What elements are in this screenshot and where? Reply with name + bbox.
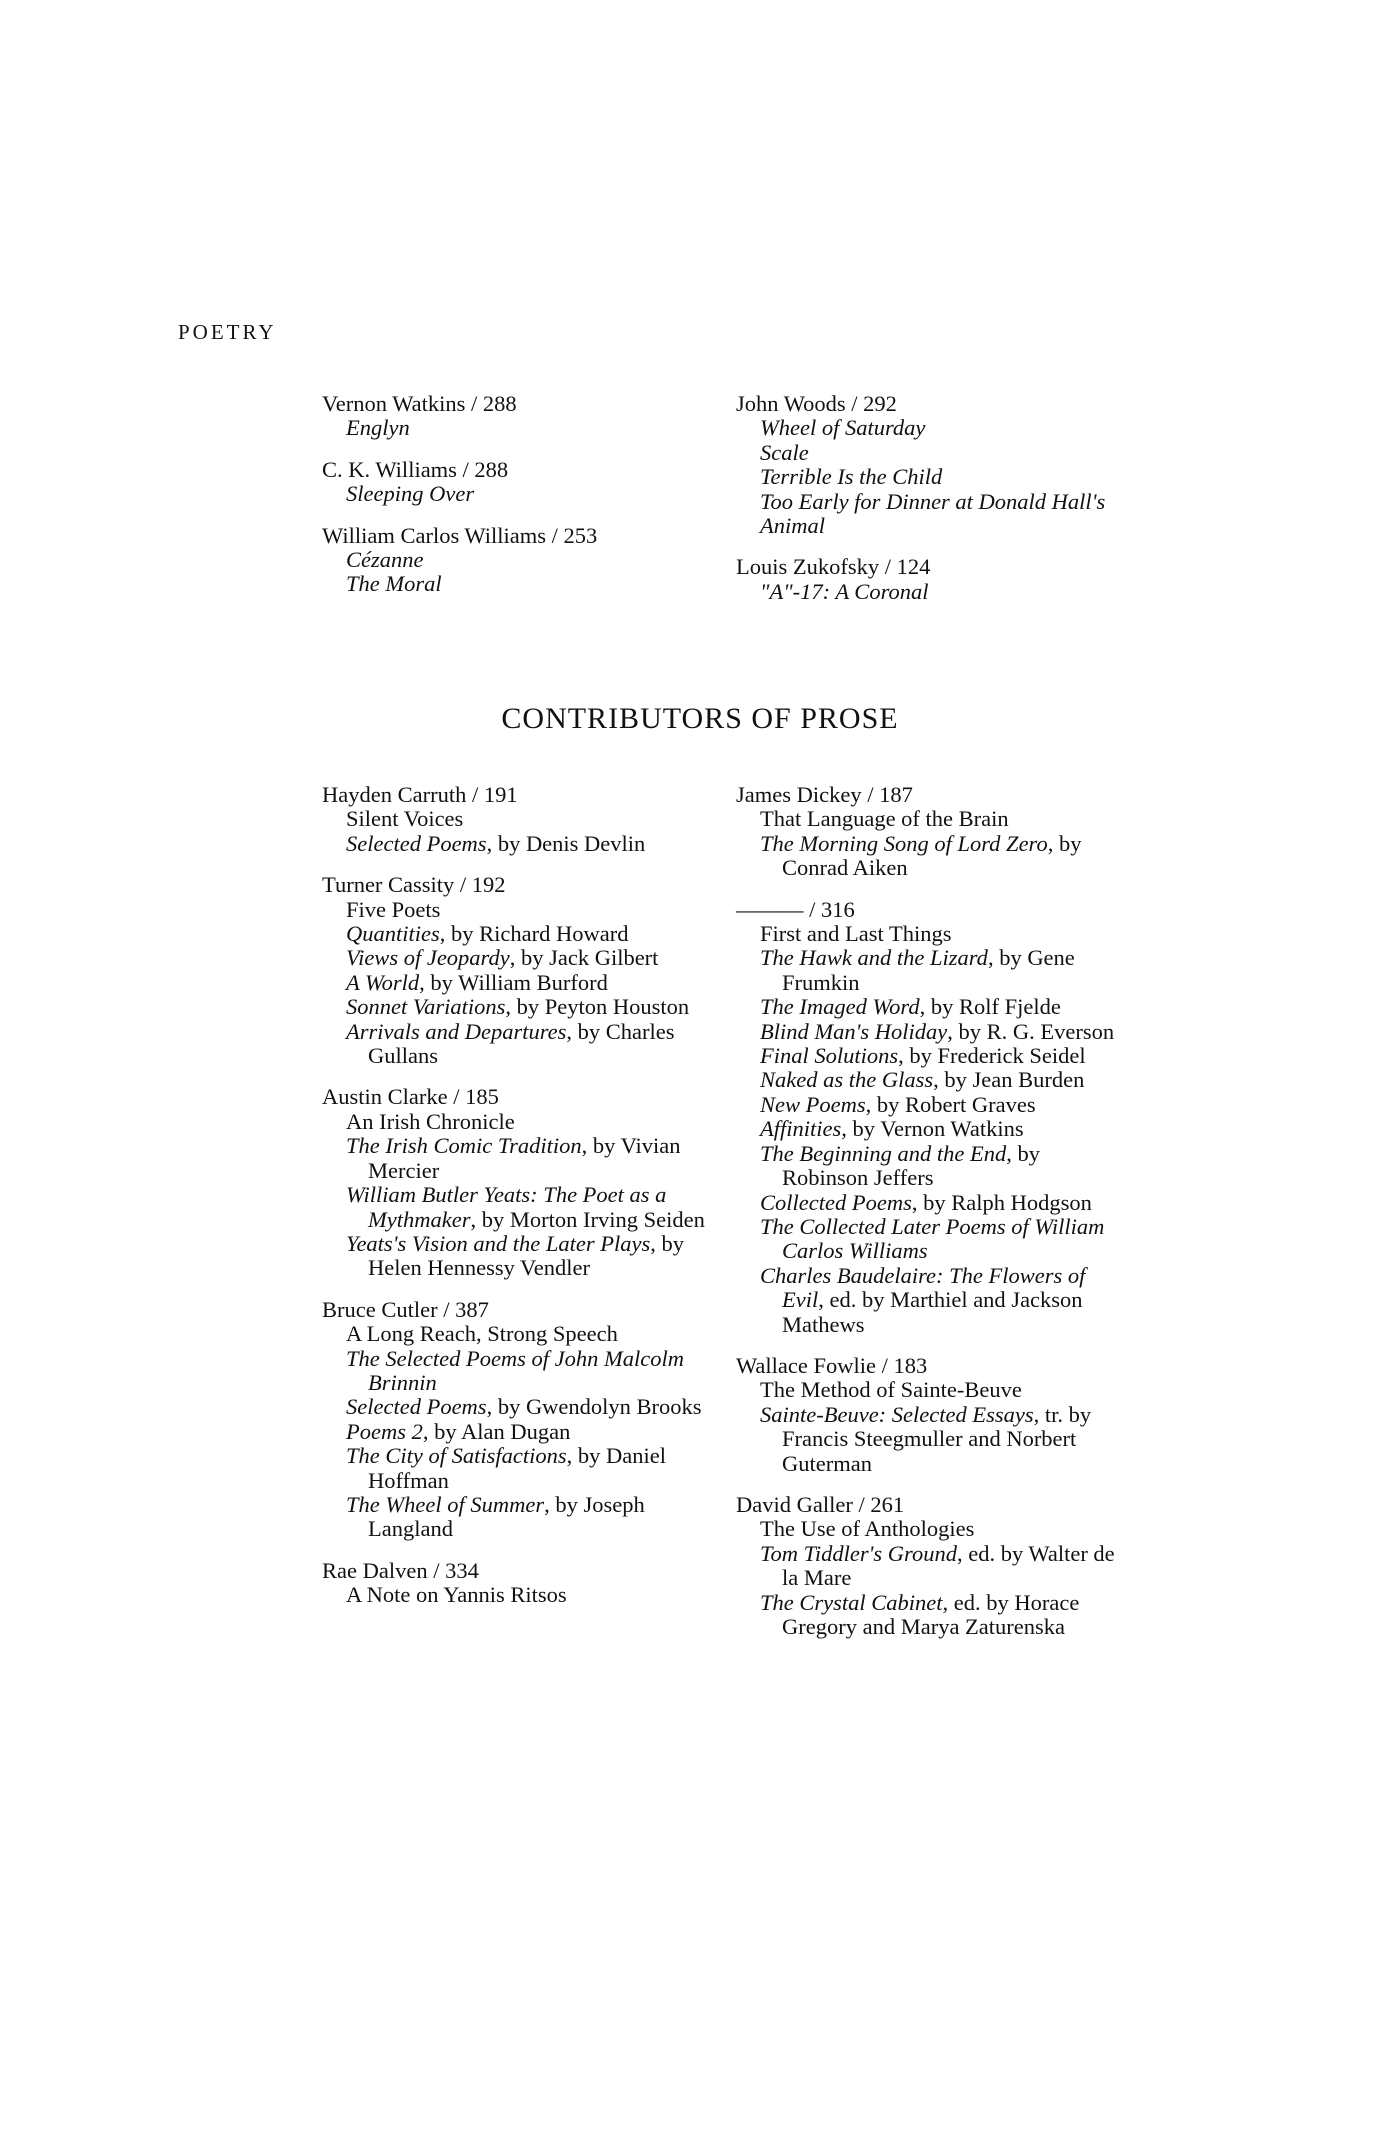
work-item: [322, 1183, 707, 1232]
work-item: [736, 1517, 1121, 1541]
contributor-name: Wallace Fowlie / 183: [736, 1352, 928, 1378]
work-credit: , by Alan Dugan: [422, 1418, 571, 1444]
work-credit: , by Joseph Langland: [368, 1491, 645, 1542]
work-item: [736, 1068, 1121, 1092]
work-title: The Wheel of Summer: [346, 1491, 545, 1517]
work-item: [736, 1117, 1121, 1141]
work-credit: , by Helen Hennessy Vendler: [368, 1230, 684, 1281]
work-title: The Collected Later Poems of William Carlos Williams: [760, 1213, 1105, 1264]
prose-entry: [736, 1354, 1121, 1476]
work-credit: , by Jack Gilbert: [509, 945, 659, 971]
work-credit: , by William Burford: [419, 969, 608, 995]
contributor-name: Rae Dalven / 334: [322, 1557, 479, 1583]
prose-entry: [736, 898, 1121, 1337]
work-title: Tom Tiddler's Ground: [760, 1540, 957, 1566]
work-item: [736, 1044, 1121, 1068]
contributor-name: William Carlos Williams / 253: [322, 522, 598, 548]
work-item: [322, 1395, 707, 1419]
work-title: The Hawk and the Lizard: [760, 945, 988, 971]
contributor-name: Bruce Cutler / 387: [322, 1296, 489, 1322]
contributor-name: David Galler / 261: [736, 1491, 905, 1517]
work-item: [736, 946, 1121, 995]
work-item: [322, 1232, 707, 1281]
work-item: [322, 1020, 707, 1069]
work-item: [736, 1191, 1121, 1215]
work-title: Selected Poems: [346, 1394, 487, 1420]
work-credit: , by Robinson Jeffers: [782, 1140, 1040, 1191]
work-title: Affinities: [760, 1116, 842, 1142]
work-item: [736, 807, 1121, 831]
work-credit: , by Denis Devlin: [486, 830, 646, 856]
work-title: Five Poets: [346, 896, 441, 922]
work-item: [736, 995, 1121, 1019]
work-item: [322, 1583, 707, 1607]
poem-title: Scale: [760, 439, 809, 465]
work-title: Naked as the Glass: [760, 1067, 934, 1093]
work-item: [322, 1420, 707, 1444]
work-title: The City of Satisfactions: [346, 1443, 567, 1469]
work-credit: , by Vivian Mercier: [368, 1133, 681, 1183]
work-item: [322, 1134, 707, 1183]
work-item: [736, 1542, 1121, 1591]
work-item: [736, 1093, 1121, 1117]
work-title: Views of Jeopardy: [346, 945, 510, 971]
contributor-name: Vernon Watkins / 288: [322, 391, 517, 416]
work-credit: , by Jean Burden: [933, 1067, 1085, 1093]
work-item: [322, 1322, 707, 1346]
work-title: William Butler Yeats: The Poet as a Mythmaker: [346, 1182, 667, 1232]
contributor-name: ——— / 316: [736, 896, 855, 922]
work-item: [736, 1020, 1121, 1044]
prose-entry: [736, 1493, 1121, 1639]
poetry-entry: [322, 524, 652, 597]
work-title: An Irish Chronicle: [346, 1108, 515, 1134]
work-item: [322, 898, 707, 922]
work-title: Blind Man's Holiday: [760, 1018, 948, 1044]
work-item: [736, 1264, 1121, 1337]
poem-title: Cézanne: [346, 547, 424, 573]
work-title: Sonnet Variations: [346, 994, 506, 1020]
work-title: The Beginning and the End: [760, 1140, 1007, 1166]
work-item: [322, 1110, 707, 1134]
work-credit: , by Daniel Hoffman: [368, 1443, 666, 1493]
contributor-name: Louis Zukofsky / 124: [736, 554, 931, 580]
work-credit: , ed. by Walter de la Mare: [782, 1540, 1115, 1591]
poem-title: The Moral: [346, 571, 442, 597]
poem-title: Too Early for Dinner at Donald Hall's Animal: [760, 488, 1106, 539]
work-credit: , by Richard Howard: [439, 921, 629, 947]
work-item: [322, 946, 707, 970]
poetry-entry: [736, 555, 1156, 604]
work-item: [322, 922, 707, 946]
contributor-name: James Dickey / 187: [736, 782, 913, 807]
work-item: [736, 1591, 1121, 1640]
prose-entry: [322, 783, 707, 856]
poem-title: Wheel of Saturday: [760, 415, 926, 441]
work-credit: , by Ralph Hodgson: [911, 1189, 1092, 1215]
work-item: [736, 1403, 1121, 1476]
poetry-entry: [322, 458, 652, 507]
work-title: Arrivals and Departures: [346, 1018, 567, 1044]
work-title: The Selected Poems of John Malcolm Brinnin: [346, 1345, 685, 1395]
work-credit: , by Morton Irving Seiden: [470, 1206, 705, 1232]
contributor-name: Hayden Carruth / 191: [322, 782, 518, 807]
contributor-name: John Woods / 292: [736, 391, 897, 416]
work-item: [322, 807, 707, 831]
work-title: The Use of Anthologies: [760, 1516, 975, 1542]
work-title: Quantities: [346, 921, 440, 947]
work-title: The Morning Song of Lord Zero: [760, 830, 1048, 856]
prose-column-right: [736, 783, 1121, 1656]
work-item: [322, 995, 707, 1019]
work-title: A Long Reach, Strong Speech: [346, 1321, 618, 1347]
work-title: A Note on Yannis Ritsos: [346, 1582, 567, 1608]
work-title: The Irish Comic Tradition: [346, 1133, 582, 1159]
work-title: Charles Baudelaire: The Flowers of Evil: [760, 1262, 1086, 1313]
work-credit: , by Frederick Seidel: [898, 1043, 1086, 1069]
contributor-name: Turner Cassity / 192: [322, 872, 506, 898]
work-credit: , ed. by Horace Gregory and Marya Zaturenska: [782, 1589, 1080, 1639]
work-title: Selected Poems: [346, 830, 487, 856]
poem-title: Terrible Is the Child: [760, 464, 943, 490]
work-title: The Crystal Cabinet: [760, 1589, 943, 1615]
work-item: [736, 922, 1121, 946]
work-credit: , by Charles Gullans: [368, 1018, 675, 1069]
work-credit: , by Peyton Houston: [505, 994, 690, 1020]
prose-entry: [322, 1559, 707, 1608]
work-item: [322, 1347, 707, 1396]
work-title: Sainte-Beuve: Selected Essays: [760, 1401, 1034, 1427]
work-item: [322, 832, 707, 856]
work-credit: , by Conrad Aiken: [782, 830, 1082, 881]
work-credit: , by Gene Frumkin: [782, 945, 1075, 995]
work-item: [322, 1493, 707, 1542]
work-title: Collected Poems: [760, 1189, 912, 1215]
work-item: [736, 1142, 1121, 1191]
running-head: POETRY: [178, 320, 277, 344]
work-credit: , by R. G. Everson: [947, 1018, 1115, 1044]
prose-entry: [322, 873, 707, 1068]
work-item: [736, 832, 1121, 881]
work-title: First and Last Things: [760, 921, 952, 947]
work-title: The Imaged Word: [760, 994, 920, 1020]
poem-title: "A"-17: A Coronal: [760, 578, 929, 604]
work-credit: , by Vernon Watkins: [841, 1116, 1024, 1142]
prose-column-left: [322, 783, 707, 1625]
work-item: [322, 1444, 707, 1493]
work-title: That Language of the Brain: [760, 806, 1009, 832]
work-credit: , by Rolf Fjelde: [919, 994, 1061, 1020]
prose-entry: [322, 1298, 707, 1542]
section-heading: CONTRIBUTORS OF PROSE: [501, 702, 899, 735]
work-credit: , by Gwendolyn Brooks: [486, 1394, 702, 1420]
prose-entry: [736, 783, 1121, 881]
work-credit: , by Robert Graves: [865, 1091, 1036, 1117]
work-credit: , ed. by Marthiel and Jackson Mathews: [782, 1287, 1083, 1337]
work-title: A World: [346, 969, 420, 995]
work-credit: , tr. by Francis Steegmuller and Norbert Guterman: [782, 1401, 1092, 1476]
poetry-column-right: [736, 392, 1156, 621]
work-title: New Poems: [760, 1091, 866, 1117]
poetry-entry: [322, 392, 652, 441]
poetry-entry: [736, 392, 1156, 538]
work-title: Silent Voices: [346, 806, 464, 832]
work-item: [736, 1215, 1121, 1264]
poem-title: Englyn: [346, 415, 410, 441]
work-title: The Method of Sainte-Beuve: [760, 1377, 1022, 1403]
contributor-name: C. K. Williams / 288: [322, 456, 509, 482]
work-title: Yeats's Vision and the Later Plays: [346, 1230, 651, 1256]
work-item: [322, 971, 707, 995]
poetry-column-left: [322, 392, 652, 614]
work-title: Poems 2: [346, 1418, 423, 1444]
poem-title: Sleeping Over: [346, 481, 475, 507]
work-item: [736, 1378, 1121, 1402]
contributor-name: Austin Clarke / 185: [322, 1084, 499, 1110]
work-title: Final Solutions: [760, 1043, 899, 1069]
prose-entry: [322, 1085, 707, 1280]
